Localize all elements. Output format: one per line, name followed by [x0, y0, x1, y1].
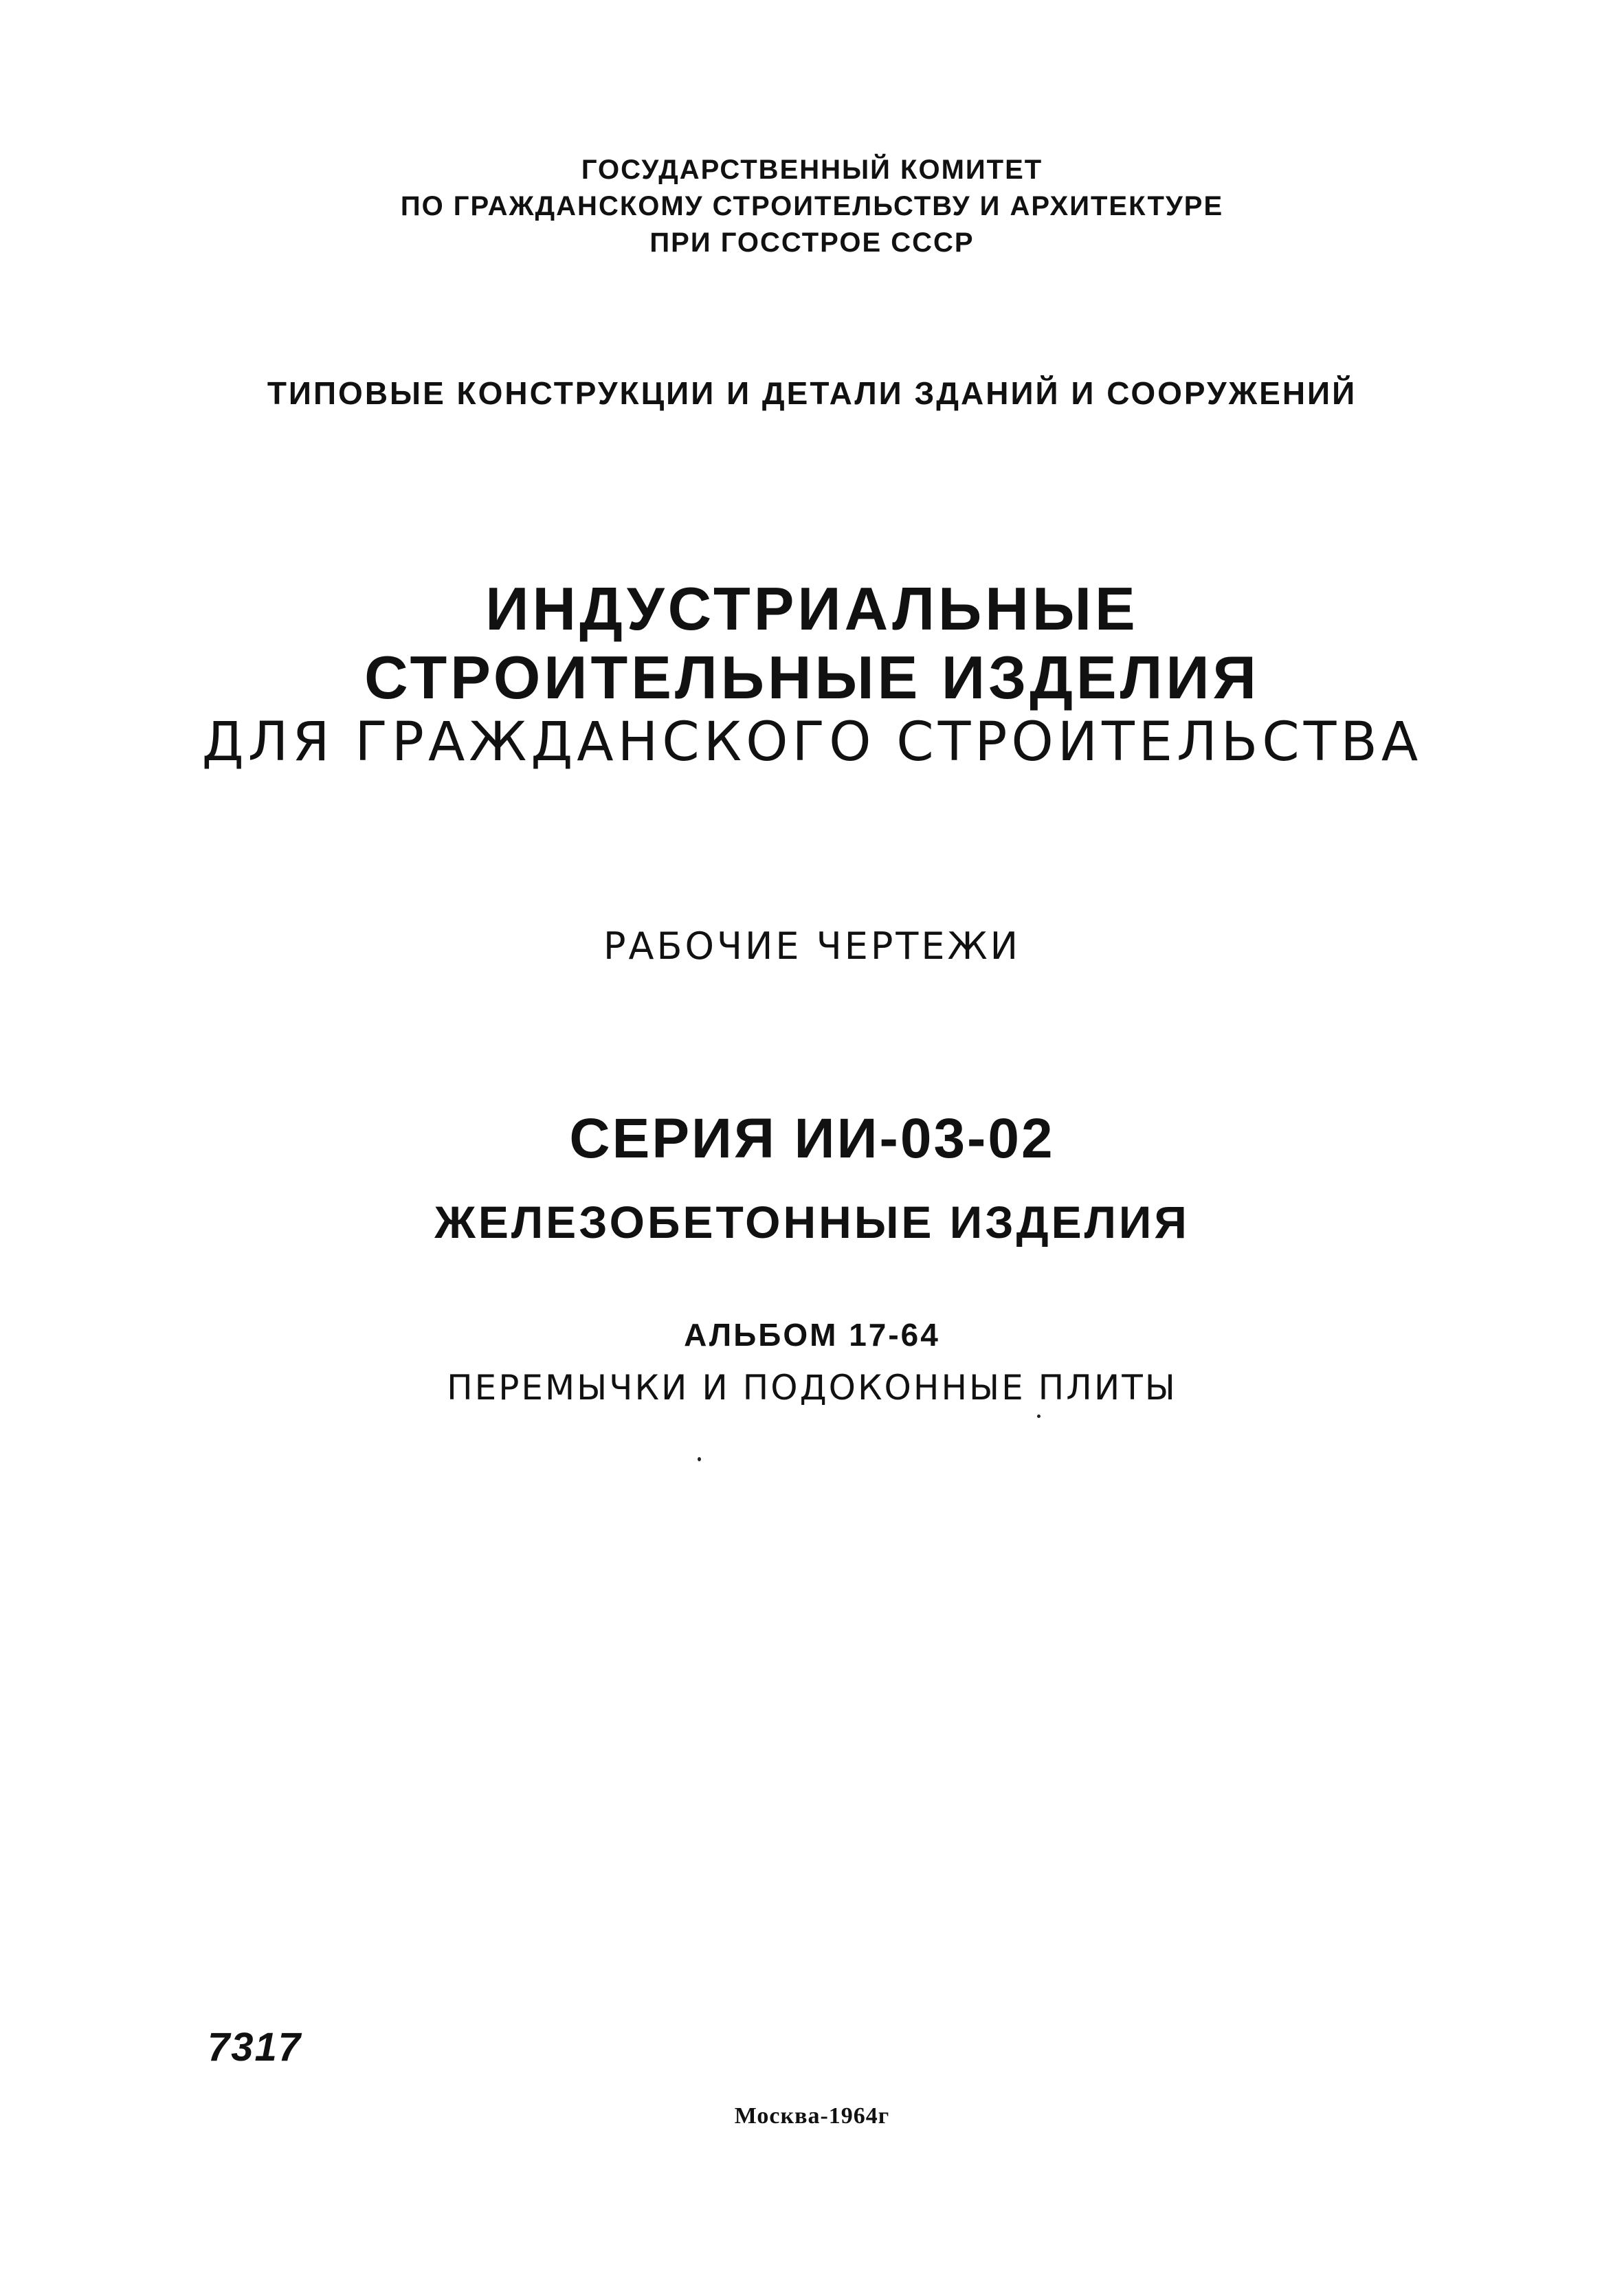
main-title-line-1: ИНДУСТРИАЛЬНЫЕ — [485, 575, 1139, 643]
album-label: АЛЬБОМ 17-64 — [684, 1317, 940, 1353]
collection-title: ТИПОВЫЕ КОНСТРУКЦИИ И ДЕТАЛИ ЗДАНИЙ И СООРУЖЕНИЙ — [267, 375, 1357, 411]
inventory-number: 7317 — [208, 2025, 302, 2070]
main-title-line-3: ДЛЯ ГРАЖДАНСКОГО СТРОИТЕЛЬСТВА — [201, 711, 1423, 773]
document-type: РАБОЧИЕ ЧЕРТЕЖИ — [603, 924, 1021, 968]
imprint: Москва-1964г — [734, 2103, 890, 2129]
main-title-line-2: СТРОИТЕЛЬНЫЕ ИЗДЕЛИЯ — [364, 643, 1260, 711]
agency-line-2: ПО ГРАЖДАНСКОМУ СТРОИТЕЛЬСТВУ И АРХИТЕКТУРЕ — [400, 191, 1224, 221]
agency-line-3: ПРИ ГОССТРОЕ СССР — [649, 228, 975, 258]
album-topic: ПЕРЕМЫЧКИ И ПОДОКОННЫЕ ПЛИТЫ — [447, 1368, 1177, 1408]
agency-line-1: ГОСУДАРСТВЕННЫЙ КОМИТЕТ — [581, 155, 1043, 185]
series-label: СЕРИЯ ИИ-03-02 — [569, 1107, 1055, 1170]
product-type: ЖЕЛЕЗОБЕТОННЫЕ ИЗДЕЛИЯ — [434, 1197, 1190, 1248]
print-speck — [1037, 1415, 1041, 1418]
print-speck — [698, 1457, 701, 1461]
